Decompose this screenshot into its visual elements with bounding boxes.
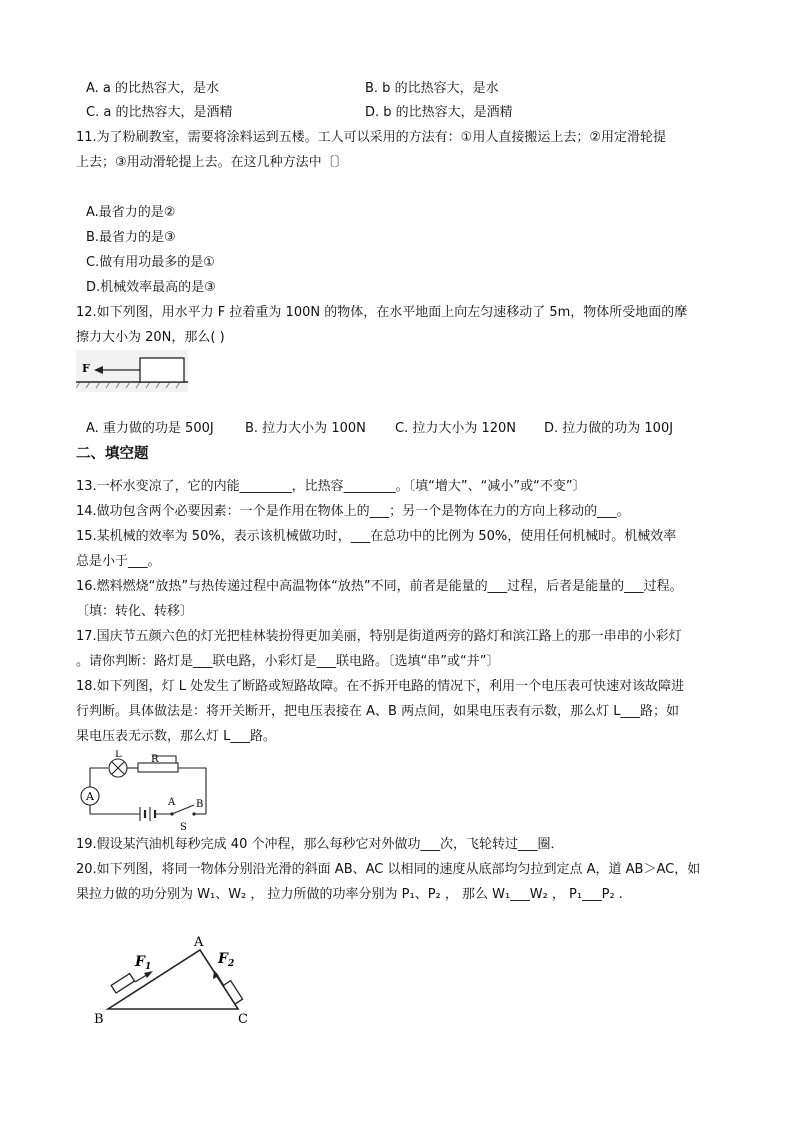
lamp-label: L <box>115 750 122 760</box>
q15-stem-line2: 总是小于___。 <box>76 554 161 569</box>
q18-stem-line1: 18.如下列图，灯 L 处发生了断路或短路故障。在不拆开电路的情况下，利用一个电压表可快速对该故障进 <box>76 679 685 694</box>
resistor-label: R <box>151 754 159 765</box>
q10-option-d: D. b 的比热容大，是酒精 <box>365 105 513 120</box>
q11-option-c: C.做有用功最多的是① <box>86 255 215 270</box>
q20-stem-line1: 20.如下列图，将同一物体分别沿光滑的斜面 AB、AC 以相同的速度从底部均匀拉到定点 A，道 AB＞AC，如 <box>76 862 701 877</box>
q16-stem-line2: 〔填：转化、转移〕 <box>76 604 194 619</box>
q10-option-a: A. a 的比热容大，是水 <box>86 81 220 96</box>
block-on-ab <box>111 974 134 993</box>
block-on-ac <box>223 981 242 1004</box>
q20-incline-figure <box>88 930 268 1026</box>
q10-option-c: C. a 的比热容大，是酒精 <box>86 105 233 120</box>
section-heading: 二、填空题 <box>76 446 149 462</box>
q18-stem-line2: 行判断。具体做法是：将开关断开，把电压表接在 A、B 两点间，如果电压表有示数，那么灯 L___路；如 <box>76 704 679 719</box>
q10-option-b: B. b 的比热容大，是水 <box>365 81 499 96</box>
q19-stem: 19.假设某汽油机每秒完成 40 个冲程，那么每秒它对外做功___次，飞轮转过___圈． <box>76 837 564 852</box>
q11-option-d: D.机械效率最高的是③ <box>86 280 216 295</box>
q14-stem: 14.做功包含两个必要因素：一个是作用在物体上的___；另一个是物体在力的方向上移动的___。 <box>76 504 630 519</box>
q11-option-a: A.最省力的是② <box>86 205 176 220</box>
force-f1-label: $F_1$ <box>135 954 152 972</box>
q15-stem-line1: 15.某机械的效率为 50%，表示该机械做功时，___在总功中的比例为 50%，使用任何机械时。机械效率 <box>76 529 677 544</box>
switch-label: S <box>180 822 187 832</box>
switch-symbol <box>172 805 194 814</box>
q18-stem-line3: 果电压表无示数，那么灯 L___路。 <box>76 729 276 744</box>
q12-option-a: A. 重力做的功是 500J <box>86 421 214 436</box>
q12-option-d: D. 拉力做的功为 100J <box>544 421 674 436</box>
point-b-label: B <box>196 799 204 810</box>
vertex-a-label: A <box>194 935 204 950</box>
q12-option-c: C. 拉力大小为 120N <box>395 421 517 436</box>
q12-option-b: B. 拉力大小为 100N <box>245 421 366 436</box>
q12-figure <box>76 350 188 392</box>
vertex-c-label: C <box>238 1012 248 1026</box>
q20-stem-line2: 果拉力做的功分别为 W₁、W₂ ， 拉力所做的功率分别为 P₁、P₂ ， 那么 W₁___W₂ ， P₁___P₂ . <box>76 887 623 902</box>
q11-stem-line1: 11.为了粉刷教室，需要将涂料运到五楼。工人可以采用的方法有：①用人直接搬运上去；②用定滑轮提 <box>76 130 666 145</box>
point-a-label: A <box>168 797 176 808</box>
q16-stem-line1: 16.燃料燃烧“放热”与热传递过程中高温物体“放热”不同，前者是能量的___过程，后者是能量的___过程。 <box>76 579 683 594</box>
vertex-b-label: B <box>94 1012 104 1026</box>
q11-option-b: B.最省力的是③ <box>86 230 176 245</box>
q17-stem-line2: 。请你判断：路灯是___联电路，小彩灯是___联电路。〔选填“串”或“并”〕 <box>76 654 500 669</box>
force-label: F <box>82 362 90 375</box>
ammeter-label: A <box>86 790 94 803</box>
q11-stem-line2: 上去；③用动滑轮提上去。在这几种方法中〔〕 <box>76 155 348 170</box>
q12-stem-line2: 擦力大小为 20N，那么( ) <box>76 330 225 345</box>
q12-stem-line1: 12.如下列图，用水平力 F 拉着重为 100N 的物体，在水平地面上向左匀速移动了 5m，物体所受地面的摩 <box>76 305 688 320</box>
q13-stem: 13.一杯水变凉了，它的内能________，比热容________。〔填“增大”、“减小”或“不变”〕 <box>76 479 586 494</box>
force-f2-label: $F_2$ <box>218 951 235 969</box>
block <box>140 358 184 382</box>
q17-stem-line1: 17.国庆节五颜六色的灯光把桂林装扮得更加美丽，特别是街道两旁的路灯和滨江路上的那一串串的小彩灯 <box>76 629 682 644</box>
q18-circuit-figure <box>76 750 216 832</box>
